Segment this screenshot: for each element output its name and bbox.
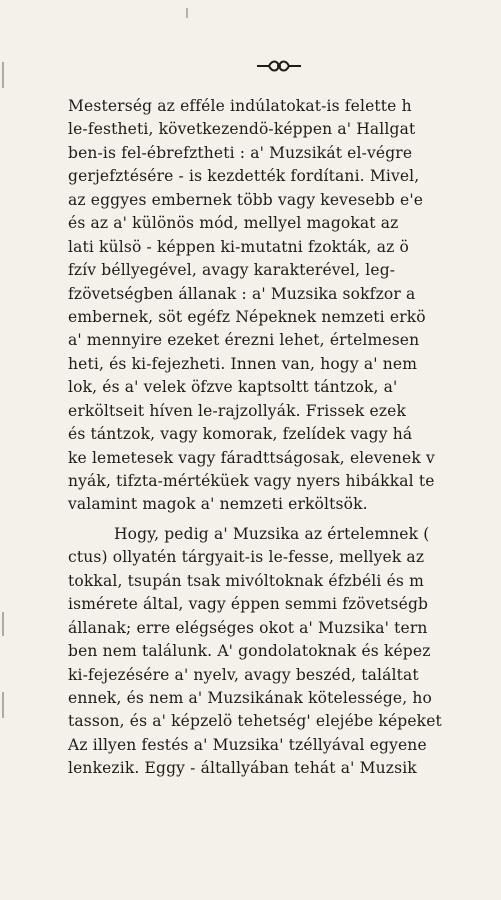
stray-mark — [186, 8, 188, 18]
text-line: tokkal, tsupán tsak mivóltoknak éfzbéli és m — [68, 571, 424, 590]
text-line: a' mennyire ezeket érezni lehet, értelmesen — [68, 331, 420, 350]
text-line: embernek, söt egéfz Népeknek nemzeti erkö — [68, 307, 426, 326]
text-line: heti, és ki-fejezheti. Innen van, hogy a' nem — [68, 354, 418, 373]
text-line: és az a' különös mód, mellyel magokat az — [68, 214, 399, 233]
text-line: lenkezik. Eggy - általlyában tehát a' Muzsik — [68, 759, 417, 778]
text-line: ben nem találunk. A' gondolatoknak és képez — [68, 642, 431, 661]
text-line: fzív béllyegével, avagy karakterével, leg- — [68, 261, 396, 280]
text-block — [68, 95, 501, 781]
text-line: nyák, tifzta-mértéküek vagy nyers hibákkal te — [68, 472, 435, 490]
margin-mark — [2, 612, 4, 636]
text-line: valamint magok a' nemzeti erköltsök. — [68, 495, 368, 514]
text-line: ke lemetesek vagy fáradttságosak, elevenek v — [68, 448, 435, 467]
paragraph-2 — [68, 523, 501, 781]
text-line: ben-is fel-ébrefztheti : a' Muzsikát el-végre — [68, 143, 413, 162]
text-line: ctus) ollyatén tárgyait-is le-fesse, mellyek az — [68, 548, 425, 567]
ornament-icon — [255, 58, 303, 74]
text-line: ennek, és nem a' Muzsikának kötelessége, ho — [68, 688, 432, 707]
text-line: és tántzok, vagy komorak, fzelídek vagy há — [68, 425, 413, 444]
text-line: ki-fejezésére a' nyelv, avagy beszéd, találtat — [68, 665, 419, 684]
text-line: gerjefztésére - is kezdették fordítani. Mivel, — [68, 167, 420, 186]
text-line: ismérete által, vagy éppen semmi fzövetségb — [68, 595, 429, 614]
text-line: le-festheti, következendö-képpen a' Hallgat — [68, 120, 416, 139]
margin-mark — [2, 62, 4, 88]
text-line: állanak; erre elégséges okot a' Muzsika' tern — [68, 618, 428, 637]
text-line: tasson, és a' képzelö tehetség' elejébe képeket — [68, 712, 442, 731]
text-line: lati külsö - képpen ki-mutatni fzokták, az ö — [68, 237, 409, 256]
text-line: Mesterség az efféle indúlatokat-is felette h — [68, 97, 412, 115]
text-line: fzövetségben állanak : a' Muzsika sokfzor a — [68, 284, 416, 303]
margin-mark — [2, 692, 4, 718]
paragraph-1 — [68, 95, 501, 517]
text-line: az eggyes embernek több vagy kevesebb e'e — [68, 190, 424, 209]
text-line: lok, és a' velek öfzve kaptsoltt tántzok, a' — [68, 378, 398, 397]
text-line: Az illyen festés a' Muzsika' tzéllyával egyene — [68, 735, 427, 754]
text-line: erköltseit híven le-rajzollyák. Frissek ezek — [68, 401, 407, 420]
text-line: Hogy, pedig a' Muzsika az értelemnek ( — [114, 524, 430, 543]
